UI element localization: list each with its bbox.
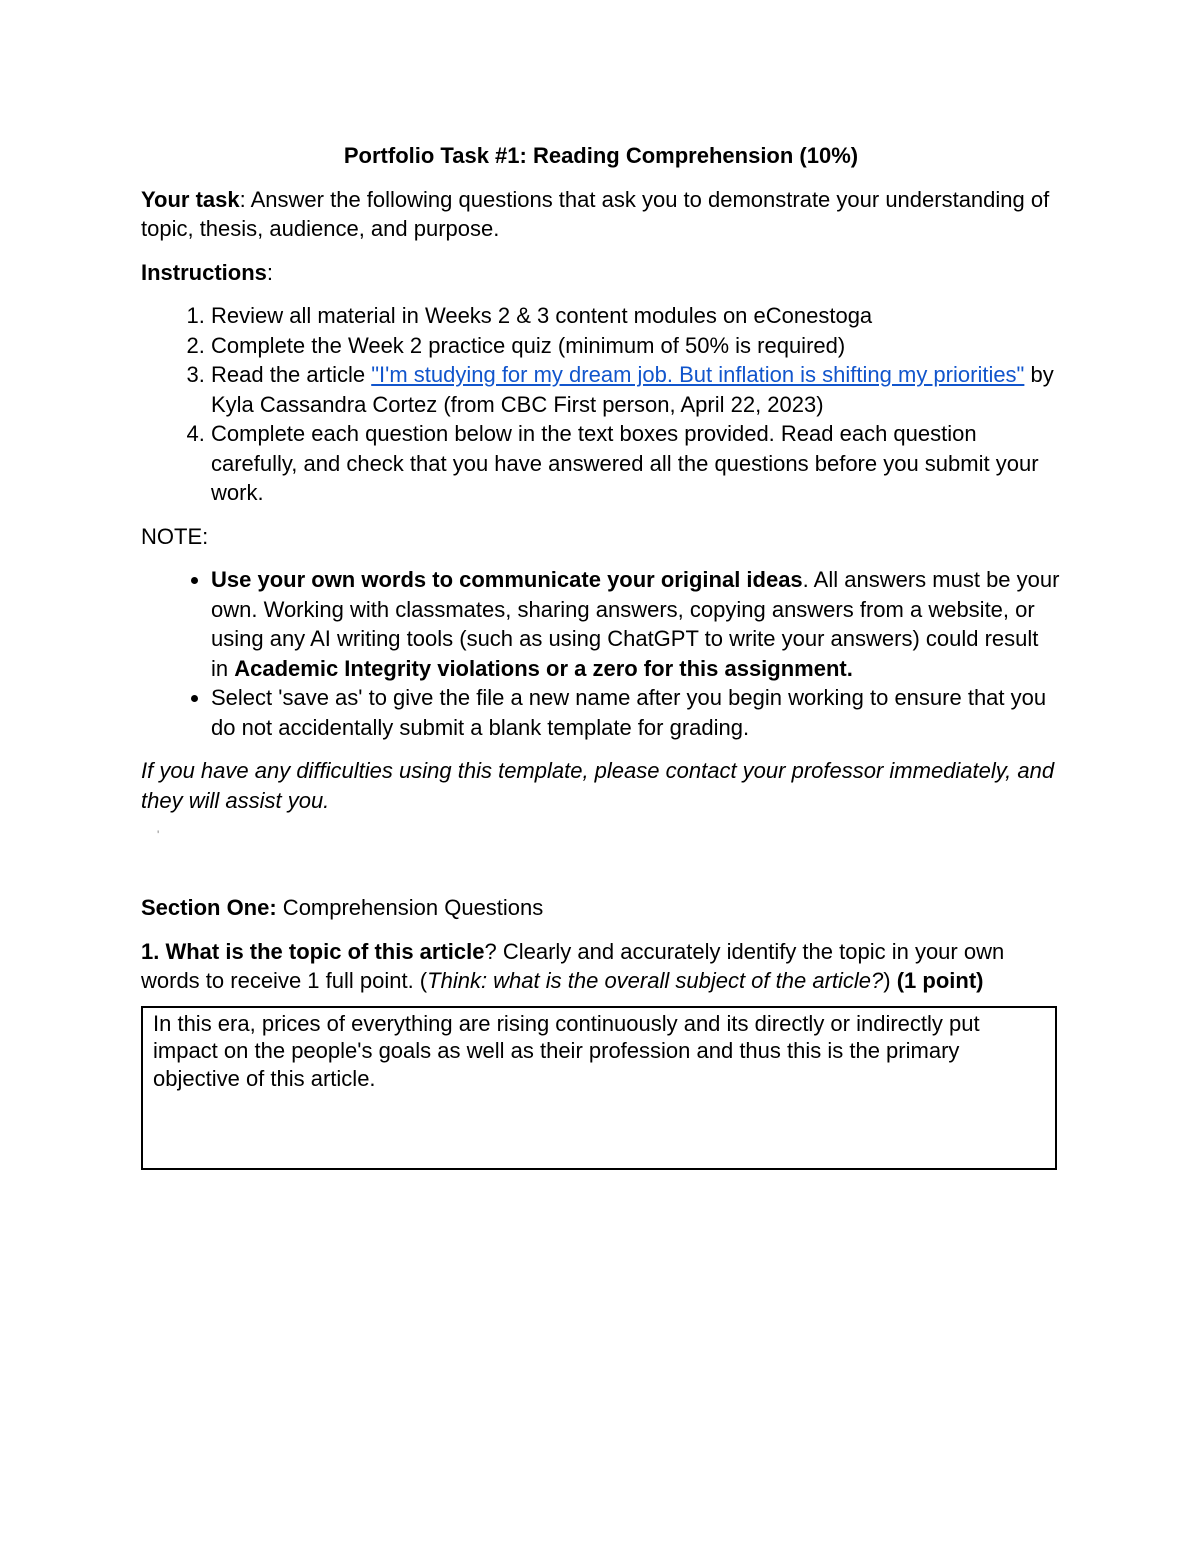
instructions-heading: Instructions: — [141, 259, 274, 285]
instructions-list — [141, 301, 1061, 508]
spacer — [141, 829, 1061, 893]
note-list — [141, 565, 1061, 742]
note-item-1: • Use your own words to communicate your original ideas. All answers must be your own. Working with classmates, sharing answers, copying answers from a website, or using any AI writing tools (such as using ChatGPT to write your answers) could result in Academic Integrity violations or a zero for this assignment. — [211, 565, 1061, 683]
instruction-item-2: 2. Complete the Week 2 practice quiz (minimum of 50% is required) — [211, 331, 1061, 361]
instruction-item-3: 3. Read the article "I'm studying for my dream job. But inflation is shifting my priorities" by Kyla Cassandra Cortez (from CBC First person, April 22, 2023) — [211, 360, 1061, 419]
page-title: Portfolio Task #1: Reading Comprehension (10%) — [343, 143, 859, 168]
stray-mark: ' — [157, 828, 160, 842]
instructions-label: Instructions — [141, 259, 267, 285]
note-item-2: • Select 'save as' to give the file a new name after you begin working to ensure that you do not accidentally submit a blank template for grading. — [211, 683, 1061, 742]
instruction-item-4: 4. Complete each question below in the text boxes provided. Read each question carefully, and check that you have answered all the questions before you submit your work. — [211, 419, 1061, 508]
document-content — [141, 141, 1061, 1170]
section-one-label: Section One: — [141, 895, 277, 920]
note-heading: NOTE: — [141, 523, 209, 549]
difficulty-note: If you have any difficulties using this template, please contact your professor immediately, and they will assist you. — [141, 758, 1055, 813]
task-paragraph — [141, 185, 1061, 244]
instruction-item-1: 1. Review all material in Weeks 2 & 3 content modules on eConestoga — [211, 301, 1061, 331]
question-1-points: (1 point) — [896, 968, 984, 993]
note-label: NOTE — [141, 523, 203, 549]
task-text: : Answer the following questions that ask you to demonstrate your understanding of topic, thesis, audience, and purpose. — [141, 186, 1050, 241]
task-label: Your task — [141, 186, 240, 212]
section-one-heading: Section One: Comprehension Questions — [141, 895, 544, 920]
question-1: 1. What is the topic of this article? Clearly and accurately identify the topic in your own words to receive 1 full point. (Think: what is the overall subject of the article?) (1 point) — [141, 938, 1005, 993]
article-link[interactable]: "I'm studying for my dream job. But inflation is shifting my priorities" — [371, 362, 1025, 387]
answer-1-textbox[interactable]: In this era, prices of everything are rising continuously and its directly or indirectly put impact on the people's goals as well as their profession and thus this is the primary objective of this article. — [141, 1006, 1057, 1170]
